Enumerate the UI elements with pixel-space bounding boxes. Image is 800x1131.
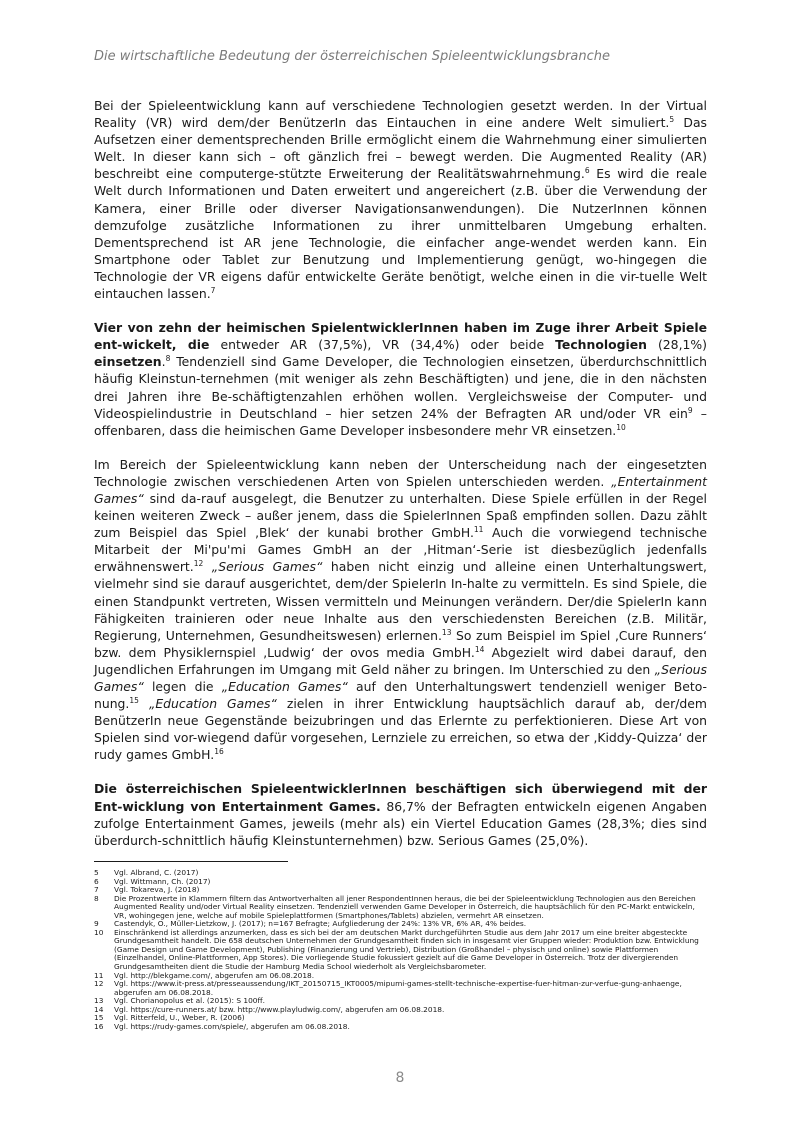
footnote-number: 6	[94, 876, 99, 886]
footnote-text: Die Prozentwerte in Klammern filtern das Antwortverhalten all jener RespondentInnen heraus, die bei der Spieleentwicklung Technologien aus den Bereichen Augmented Reality und/oder Virtual Reality einsetzen. Tendenziell verwenden Game Developer in Österreich, die hauptsächlich für den PC-Markt entwickeln, VR, wohingegen jene, welche auf mobile Spieleplattformen (Smartphones/Tablets) abzielen, vermehrt AR einsetzen.	[114, 893, 696, 920]
footnote-text: Vgl. https://rudy-games.com/spiele/, abgerufen am 06.08.2018.	[114, 1021, 350, 1031]
footnote-number: 7	[94, 885, 99, 895]
footnote-number: 10	[94, 927, 104, 937]
footnote-text: Vgl. https://cure-runners.at/ bzw. http://www.playludwig.com/, abgerufen am 06.08.2018.	[114, 1004, 445, 1014]
footnote-item	[94, 895, 707, 921]
footnote-item	[94, 929, 707, 972]
footnote-number: 14	[94, 1004, 104, 1014]
footnote-text: Vgl. Albrand, C. (2017)	[114, 868, 199, 877]
footnote-text: Vgl. Chorianopolus et al. (2015): S 100ff.	[114, 996, 265, 1006]
paragraph-technologies: Bei der Spieleentwicklung kann auf verschiedene Technologien gesetzt werden. In der Virtual Reality (VR) wird dem/der BenützerIn das Eintauchen in eine andere Welt simuliert.$^5$ Das Aufsetzen einer dementsprechenden Brille ermöglicht einem die Wahrnehmung einer simulierten Welt. In dieser kann sich – oft gänzlich frei – bewegt werden. Die Augmented Reality (AR) beschreibt eine computerge-stützte Erweiterung der Realitätswahrnehmung.$^6$ Es wird die reale Welt durch Informationen und Daten erweitert und angereichert (z.B. über die Verwendung der Kamera, einer Brille oder diverser Navigationsanwendungen). Die NutzerInnen können demzufolge zusätzliche Informationen zu ihrer unmittelbaren Umgebung erhalten. Dementsprechend ist AR jene Technologie, die einfacher ange-wendet werden kann. Ein Smartphone oder Tablet zur Benutzung und Implementierung genügt, wo-hingegen die Technologie der VR eigens dafür entwickelte Geräte benötigt, welche einen in die vir-tuelle Welt eintauchen lassen.$^7$	[94, 98, 708, 302]
footnote-number: 16	[94, 1021, 104, 1031]
footnote-text: Vgl. Tokareva, J. (2018)	[114, 885, 200, 895]
footnotes	[94, 869, 707, 1031]
footnote-number: 11	[94, 970, 104, 980]
footnote-separator	[94, 861, 288, 862]
page-number: 8	[395, 1070, 405, 1086]
body-text	[94, 97, 707, 866]
footnote-text: Vgl. Ritterfeld, U., Weber, R. (2006)	[114, 1013, 245, 1023]
footnote-number: 8	[94, 893, 99, 903]
footnote-item	[94, 980, 707, 997]
footnote-item	[94, 1023, 707, 1032]
footnote-text: Vgl. http://blekgame.com/, abgerufen am 06.08.2018.	[114, 970, 315, 980]
footnote-text: Vgl. https://www.it-press.at/presseaussendung/IKT_20150715_IKT0005/mipumi-games-stellt-technische-expertise-fuer-hitman-zur-verfue-gung-anhaenge, abgerufen am 06.08.2018.	[114, 979, 682, 997]
footnote-number: 5	[94, 868, 99, 877]
paragraph-game-types: Im Bereich der Spieleentwicklung kann neben der Unterscheidung nach der eingesetzten Technologie zwischen verschiedenen Arten von Spielen unterschieden werden. „Entertainment Games“ sind da-rauf ausgelegt, die Benutzer zu unterhalten. Diese Spiele erfüllen in der Regel keinen weiteren Zweck – außer jenem, dass die SpielerInnen Spaß empfinden sollen. Dazu zählt zum Beispiel das Spiel ‚Blek‘ der kunabi brother GmbH.$^{11}$ Auch die vorwiegend technische Mitarbeit der Mi'pu'mi Games GmbH an der ‚Hitman‘-Serie ist diesbezüglich jedenfalls erwähnenswert.$^{12}$ „Serious Games“ haben nicht einzig und alleine einen Unterhaltungswert, vielmehr sind sie darauf ausgerichtet, dem/der SpielerIn In-halte zu vermitteln. Es sind Spiele, die einen Standpunkt vertreten, Wissen vermitteln und Meinungen verändern. Der/die SpielerIn kann Fähigkeiten trainieren oder neue Inhalte aus den verschiedensten Bereichen (z.B. Militär, Regierung, Unternehmen, Gesundheitswesen) erlernen.$^{13}$ So zum Beispiel im Spiel ‚Cure Runners‘ bzw. dem Physiklernspiel ‚Ludwig‘ der ovos media GmbH.$^{14}$ Abgezielt wird dabei darauf, den Jugendlichen Erfahrungen im Umgang mit Geld näher zu bringen. Im Unterschied zu den „Serious Games“ legen die „Education Games“ auf den Unterhaltungswert tendenziell weniger Beto-nung.$^{15}$ „Education Games“ zielen in ihrer Entwicklung hauptsächlich darauf ab, der/dem BenützerIn neue Gegenstände beizubringen und das Erlernte zu perfektionieren. Diese Art von Spielen sind vor-wiegend dafür vorgesehen, Lernziele zu erreichen, so etwa der ‚Kiddy-Quizza‘ der rudy games GmbH.$^{16}$	[94, 456, 708, 763]
footnote-text: Vgl. Wittmann, Ch. (2017)	[114, 876, 211, 886]
footnote-number: 9	[94, 919, 99, 929]
footnote-text: Einschränkend ist allerdings anzumerken, dass es sich bei der am deutschen Markt durchgeführten Studie aus dem Jahr 2017 um eine breiter abgesteckte Grundgesamtheit handelt. Die 658 deutschen Unternehmen der Grundgesamtheit finden sich in insgesamt vier Gruppen wieder: Produktion bzw. Entwicklung (Game Design und Game Development), Publishing (Finanzierung und Vertrieb), Distribution (Großhandel – physisch und online) sowie Plattformen (Einzelhandel, Online-Plattformen, App Stores). Die vorliegende Studie fokussiert gezielt auf die Game Developer in Österreich. Trotz der divergierenden Grundgesamtheiten dient die Studie der Hamburg Media School wiederholt als Vergleichsbarometer.	[114, 927, 699, 972]
paragraph-entertainment-games: Die österreichischen SpieleentwicklerInnen beschäftigen sich überwiegend mit der Ent-wicklung von Entertainment Games. 86,7% der Befragten entwickeln eigenen Angaben zufolge Entertainment Games, jeweils (mehr als) ein Viertel Education Games (28,3%; dies sind überdurch-schnittlich häufig Kleinstunternehmen) bzw. Serious Games (25,0%).	[94, 781, 707, 848]
footnote-number: 15	[94, 1013, 104, 1023]
footnote-number: 12	[94, 979, 104, 989]
footnote-text: Castendyk, O., Müller-Lietzkow, J. (2017); n=167 Befragte; Aufgliederung der 24%: 13% VR, 6% AR, 4% beides.	[114, 919, 527, 929]
running-header: Die wirtschaftliche Bedeutung der österreichischen Spieleentwicklungsbranche	[94, 49, 611, 64]
footnote-number: 13	[94, 996, 104, 1006]
paragraph-ar-vr-usage: Vier von zehn der heimischen SpielentwicklerInnen haben im Zuge ihrer Arbeit Spiele ent-wickelt, die entweder AR (37,5%), VR (34,4%) oder beide Technologien (28,1%) einsetzen.$^8$ Tendenziell sind Game Developer, die Technologien einsetzen, überdurchschnittlich häufig Kleinstun-ternehmen (mit weniger als zehn Beschäftigten) und jene, die in den nächsten drei Jahren ihre Be-schäftigtenzahlen erhöhen wollen. Vergleichsweise der Computer- und Videospielindustrie in Deutschland – hier setzen 24% der Befragten AR und/oder VR ein$^9$ – offenbaren, dass die heimischen Game Developer insbesondere mehr VR einsetzen.$^{10}$	[94, 320, 707, 438]
